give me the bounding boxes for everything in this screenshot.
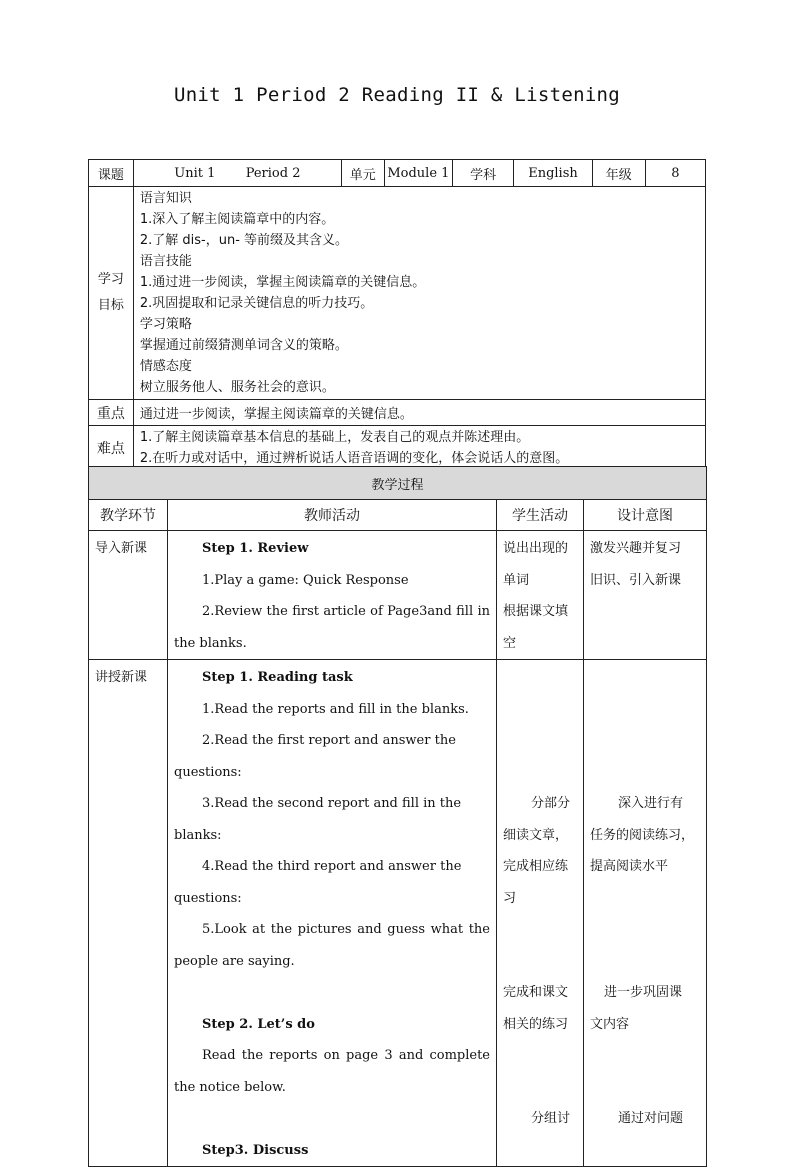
grade-label: 年级 — [592, 160, 645, 187]
intro-student-line: 根据课文填 — [503, 604, 569, 619]
key-point-row — [89, 400, 706, 426]
objectives-label-line: 目标 — [97, 298, 124, 313]
lecture-row — [89, 660, 707, 1167]
key-point-text: 通过进一步阅读，掌握主阅读篇章的关键信息。 — [133, 400, 705, 426]
objective-line: 2.巩固提取和记录关键信息的听力技巧。 — [139, 296, 374, 311]
intro-student-line: 说出出现的 — [503, 541, 569, 556]
intro-intent-line: 激发兴趣并复习 — [590, 541, 682, 556]
intro-student-activity — [497, 531, 584, 660]
column-stage: 教学环节 — [89, 500, 168, 531]
difficulty-line: 1.了解主阅读篇章基本信息的基础上，发表自己的观点并陈述理由。 — [139, 430, 530, 445]
intro-step: Step 1. Review — [202, 541, 309, 556]
objective-line: 语言技能 — [139, 254, 192, 269]
lecture-student-line: 分组讨 — [531, 1111, 571, 1126]
lecture-student-activity — [497, 660, 584, 1167]
column-student: 学生活动 — [497, 500, 584, 531]
lecture-student-line: 分部分 — [531, 796, 571, 811]
lecture-intent-line: 进一步巩固课 — [604, 985, 683, 1000]
intro-student-line: 空 — [503, 635, 517, 651]
subject-value: English — [514, 160, 593, 187]
lecture-intent-line: 通过对问题 — [618, 1111, 684, 1126]
lecture-student-line: 细读文章， — [503, 827, 569, 843]
objective-line: 2.了解 dis-，un- 等前缀及其含义。 — [139, 233, 349, 248]
intro-item: 2.Review the first article of Page3and fill in the blanks. — [174, 604, 490, 651]
objective-line: 掌握通过前缀猜测单词含义的策略。 — [139, 338, 348, 353]
objective-line: 学习策略 — [139, 317, 192, 332]
objectives-label — [89, 187, 134, 400]
process-heading: 教学过程 — [89, 467, 707, 500]
objective-line: 情感态度 — [139, 359, 192, 374]
lecture-student-line: 完成和课文 — [503, 985, 569, 1000]
document-title: Unit 1 Period 2 Reading II & Listening — [173, 84, 621, 106]
lecture-intent-line: 提高阅读水平 — [590, 859, 669, 874]
lecture-item: 2.Read the first report and answer the questions: — [174, 733, 456, 780]
objectives-label-line: 学习 — [97, 272, 124, 287]
difficulty-line: 2.在听力或对话中，通过辨析说话人语音语调的变化，体会说话人的意图。 — [139, 451, 569, 466]
intro-row — [89, 531, 707, 660]
lecture-student-line: 习 — [503, 890, 517, 906]
topic-unit: Unit 1 — [174, 165, 216, 181]
info-row — [89, 160, 706, 187]
difficulty-row — [89, 426, 706, 471]
intro-stage: 导入新课 — [89, 531, 168, 660]
lecture-item: 3.Read the second report and fill in the blanks: — [174, 796, 462, 843]
lecture-step-1: Step 1. Reading task — [202, 670, 353, 685]
lecture-item: 4.Read the third report and answer the questions: — [174, 859, 462, 906]
lecture-step-3: Step3. Discuss — [202, 1142, 309, 1158]
lecture-item: 5.Look at the pictures and guess what the people are saying. — [174, 922, 490, 969]
objective-line: 1.通过进一步阅读，掌握主阅读篇章的关键信息。 — [139, 275, 426, 290]
teaching-process-table — [88, 466, 707, 1167]
lecture-intent-line: 文内容 — [590, 1016, 630, 1032]
lecture-step-2-text: Read the reports on page 3 and complete the notice below. — [174, 1048, 490, 1095]
objective-line: 语言知识 — [139, 191, 192, 206]
lecture-student-line: 相关的练习 — [503, 1016, 569, 1032]
lecture-item: 1.Read the reports and fill in the blanks. — [202, 701, 469, 717]
lecture-student-line: 完成相应练 — [503, 859, 569, 874]
process-heading-row — [89, 467, 707, 500]
lecture-stage: 讲授新课 — [89, 660, 168, 1167]
intro-item: 1.Play a game: Quick Response — [202, 572, 409, 588]
objectives-content — [133, 187, 705, 400]
lesson-info-table — [88, 159, 706, 471]
objective-line: 树立服务他人、服务社会的意识。 — [139, 380, 335, 395]
subject-label: 学科 — [453, 160, 514, 187]
difficulty-content — [133, 426, 705, 471]
unit-label: 单元 — [341, 160, 384, 187]
unit-value: Module 1 — [384, 160, 452, 187]
topic-label: 课题 — [89, 160, 134, 187]
objective-line: 1.深入了解主阅读篇章中的内容。 — [139, 212, 335, 227]
intro-intent-line: 旧识、引入新课 — [590, 572, 682, 588]
lecture-intent-line: 深入进行有 — [618, 796, 684, 811]
column-teacher: 教师活动 — [168, 500, 497, 531]
intro-student-line: 单词 — [503, 572, 530, 588]
lecture-design-intent — [584, 660, 707, 1167]
column-intent: 设计意图 — [584, 500, 707, 531]
lecture-teacher-activity — [168, 660, 497, 1167]
process-column-header-row — [89, 500, 707, 531]
intro-teacher-activity — [168, 531, 497, 660]
topic-value — [133, 160, 341, 187]
lecture-intent-line: 任务的阅读练习， — [590, 827, 695, 843]
topic-period: Period 2 — [245, 165, 301, 181]
key-point-label: 重点 — [89, 400, 134, 426]
intro-design-intent — [584, 531, 707, 660]
grade-value: 8 — [645, 160, 705, 187]
difficulty-label: 难点 — [89, 426, 134, 471]
objectives-row — [89, 187, 706, 400]
lecture-step-2: Step 2. Let’s do — [202, 1016, 315, 1032]
